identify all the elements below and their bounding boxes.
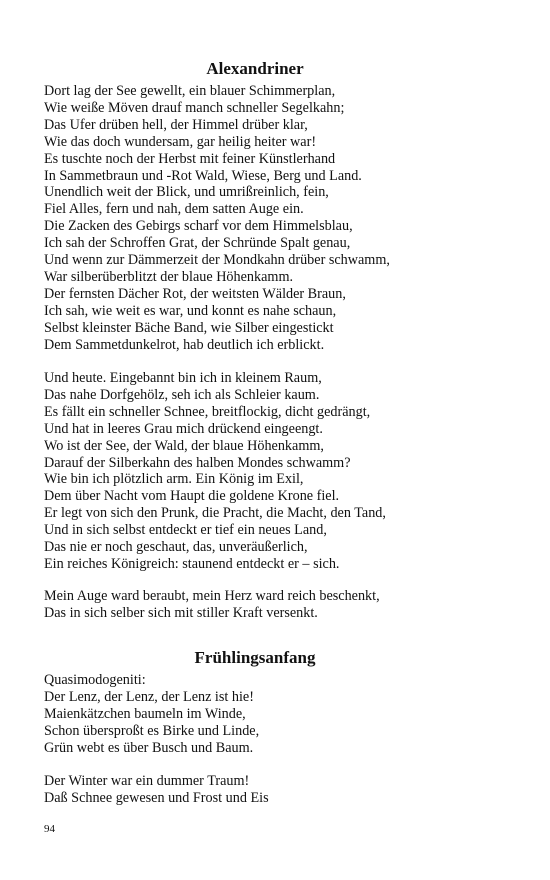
stanza (44, 588, 514, 622)
poem-line: Fiel Alles, fern und nah, dem satten Auge ein. (44, 201, 304, 218)
stanza (44, 672, 514, 757)
page-number: 94 (44, 823, 55, 835)
poem-line: Und hat in leeres Grau mich drückend eingeengt. (44, 420, 323, 437)
poem-line: Daß Schnee gewesen und Frost und Eis (44, 789, 269, 806)
poem-line: Darauf der Silberkahn des halben Mondes schwamm? (44, 454, 351, 471)
stanza (44, 773, 514, 807)
poem-line: Und heute. Eingebannt bin ich in kleinem Raum, (44, 370, 322, 386)
poem-line: Wie weiße Möven drauf manch schneller Segelkahn; (44, 99, 345, 116)
poem-line: Unendlich weit der Blick, und umrißreinlich, fein, (44, 184, 329, 201)
poem-line: Mein Auge ward beraubt, mein Herz ward reich beschenkt, (44, 588, 380, 604)
poem-line: Das nie er noch geschaut, das, unveräußerlich, (44, 539, 308, 556)
poem-line: Wie bin ich plötzlich arm. Ein König im Exil, (44, 471, 304, 488)
poem-line: Es tuschte noch der Herbst mit feiner Künstlerhand (44, 150, 336, 167)
poem-line: Wo ist der See, der Wald, der blaue Höhenkamm, (44, 437, 324, 454)
poem-line: Das nahe Dorfgehölz, seh ich als Schleier kaum. (44, 386, 320, 403)
poem-line: Dem Sammetdunkelrot, hab deutlich ich erblickt. (44, 336, 325, 353)
poem-line: Er legt von sich den Prunk, die Pracht, die Macht, den Tand, (44, 505, 386, 522)
poem-line: Und in sich selbst entdeckt er tief ein neues Land, (44, 522, 327, 539)
poem-line: Ein reiches Königreich: staunend entdeckt er – sich. (44, 555, 340, 572)
poem-line: Selbst kleinster Bäche Band, wie Silber eingestickt (44, 319, 334, 336)
poem-line: War silberüberblitzt der blaue Höhenkamm. (44, 268, 294, 285)
poem-line: Wie das doch wundersam, gar heilig heiter war! (44, 133, 317, 150)
poem-line: Der fernsten Dächer Rot, der weitsten Wälder Braun, (44, 285, 346, 302)
stanza (44, 370, 514, 573)
poem-line: In Sammetbraun und -Rot Wald, Wiese, Berg und Land. (44, 167, 362, 184)
poem-title-fruehlingsanfang: Frühlingsanfang (194, 648, 316, 667)
poem-line: Quasimodogeniti: (44, 672, 146, 688)
poem-line: Ich sah, wie weit es war, und konnt es nahe schaun, (44, 302, 337, 319)
poem-line: Der Lenz, der Lenz, der Lenz ist hie! (44, 688, 254, 705)
poem-title-alexandriner: Alexandriner (206, 59, 304, 78)
poem-line: Und wenn zur Dämmerzeit der Mondkahn drüber schwamm, (44, 252, 390, 269)
poem-line: Schon übersproßt es Birke und Linde, (44, 722, 260, 739)
poem-line: Das Ufer drüben hell, der Himmel drüber klar, (44, 116, 308, 133)
poem-line: Maienkätzchen baumeln im Winde, (44, 705, 246, 722)
poem-line: Dem über Nacht vom Haupt die goldene Krone fiel. (44, 488, 340, 505)
poem-line: Die Zacken des Gebirgs scharf vor dem Himmelsblau, (44, 218, 353, 235)
poem-line: Es fällt ein schneller Schnee, breitflockig, dicht gedrängt, (44, 403, 371, 420)
stanza (44, 83, 514, 354)
poem-line: Der Winter war ein dummer Traum! (44, 773, 250, 789)
poem-line: Ich sah der Schroffen Grat, der Schründe Spalt genau, (44, 235, 351, 252)
poem-line: Grün webt es über Busch und Baum. (44, 739, 254, 756)
poem-line: Dort lag der See gewellt, ein blauer Schimmerplan, (44, 83, 336, 99)
poem-line: Das in sich selber sich mit stiller Kraft versenkt. (44, 604, 318, 621)
